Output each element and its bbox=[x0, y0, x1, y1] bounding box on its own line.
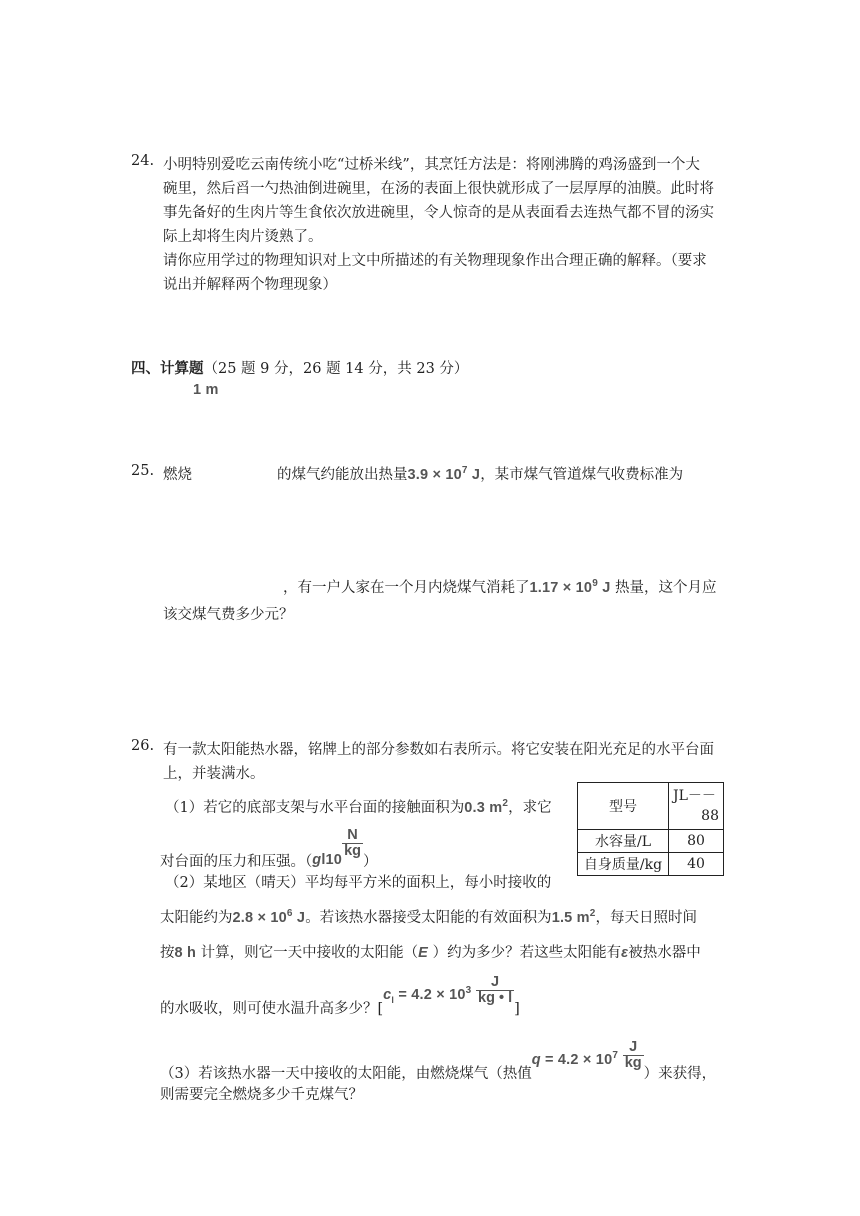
table-cell-label: 水容量/L bbox=[578, 830, 669, 853]
formula-heat-value: $3.9 \times 10^7$ J bbox=[407, 465, 481, 483]
formula-heat-consumed: $1.17 \times 10^9$ J bbox=[529, 578, 611, 596]
formula-effective-area: 1.5 $m^2$ bbox=[551, 908, 596, 926]
question-number: 24. bbox=[131, 153, 155, 169]
q24-line: 小明特别爱吃云南传统小吃“过桥米线”，其烹饪方法是：将刚沸腾的鸡汤盛到一个大 bbox=[163, 157, 700, 173]
q26-part2-line: 按8 h 计算，则它一天中接收的太阳能（E ）约为多少？若这些太阳能有ε被热水器中 bbox=[160, 945, 701, 961]
q25-text: 的煤气约能放出热量 bbox=[277, 467, 408, 483]
formula-contact-area: 0.3 $m^2$ bbox=[464, 798, 509, 816]
q25-text: 燃烧 bbox=[163, 467, 192, 483]
table-cell-value: 80 bbox=[669, 830, 724, 853]
q26-part3-line: 则需要完全燃烧多少千克煤气？ bbox=[160, 1087, 363, 1103]
q26-part1-line: 对台面的压力和压强。（gl10 $\frac{N}{kg}$ ） bbox=[160, 827, 378, 870]
formula-specific-heat: $c_l = 4.2 \times 10^3$ bbox=[383, 984, 472, 1005]
q26-part2-line: 的水吸收，则可使水温升高多少？[$c_l = 4.2 \times 10^3$ $\frac{J}{kg • l}$ ] bbox=[160, 974, 520, 1017]
formula-gravity: gl10 bbox=[312, 851, 343, 868]
q24-line: 说出并解释两个物理现象） bbox=[163, 277, 337, 293]
table-cell-value: JL－－ 88 bbox=[669, 783, 724, 830]
q26-line: 上，并装满水。 bbox=[163, 766, 265, 782]
formula-heat-value-unit: $\frac{J}{kg}$ bbox=[624, 1039, 642, 1072]
q26-part2-line: （2）某地区（晴天）平均每平方米的面积上，每小时接收的 bbox=[165, 875, 552, 891]
formula-heat-value-gas: $q = 4.2 \times 10^7$ bbox=[531, 1049, 619, 1068]
question-number: 25. bbox=[131, 463, 155, 479]
formula-gravity-unit: $\frac{N}{kg}$ bbox=[344, 827, 361, 860]
table-cell-label: 型号 bbox=[578, 783, 669, 830]
q24-line: 碗里，然后舀一勺热油倒进碗里，在汤的表面上很快就形成了一层厚厚的油膜。此时将 bbox=[163, 181, 714, 197]
formula-solar-intensity: $2.8 \times 10^6$ J bbox=[232, 908, 306, 926]
section-title: 四、计算题 bbox=[131, 360, 204, 377]
q26-part2-line: 太阳能约为$2.8 \times 10^6$ J。若该热水器接受太阳能的有效面积为1.5 $m^2$，每天日照时间 bbox=[160, 908, 698, 926]
formula-one-metre: 1 m bbox=[193, 382, 219, 398]
q25-text: ，某市煤气管道煤气收费标准为 bbox=[480, 467, 684, 483]
question-number: 26. bbox=[131, 738, 155, 754]
q26-part1-line: （1）若它的底部支架与水平台面的接触面积为0.3 $m^2$，求它 bbox=[165, 798, 552, 816]
q26-line: 有一款太阳能热水器，铭牌上的部分参数如右表所示。将它安装在阳光充足的水平台面 bbox=[163, 742, 714, 758]
formula-energy-symbol: E bbox=[418, 945, 429, 961]
q26-part3-line: （3）若该热水器一天中接收的太阳能，由燃烧煤气（热值$q = 4.2 \times 10^7$ $\frac{J}{kg}$ ）来获得， bbox=[160, 1039, 717, 1082]
table-cell-value: 40 bbox=[669, 853, 724, 876]
q25-line: 该交煤气费多少元？ bbox=[163, 607, 294, 623]
table-cell-label: 自身质量/kg bbox=[578, 853, 669, 876]
q24-line: 事先备好的生肉片等生食依次放进碗里，令人惊奇的是从表面看去连热气都不冒的汤实 bbox=[163, 205, 714, 221]
table-row bbox=[578, 783, 724, 830]
table-row bbox=[578, 853, 724, 876]
q25-line bbox=[283, 576, 717, 597]
spec-table bbox=[577, 782, 724, 876]
section-note: （25 题 9 分，26 题 14 分，共 23 分） bbox=[203, 361, 469, 377]
q24-line: 请你应用学过的物理知识对上文中所描述的有关物理现象作出合理正确的解释。（要求 bbox=[163, 253, 707, 269]
formula-specific-heat-unit: $\frac{J}{kg • l}$ bbox=[478, 974, 513, 1007]
formula-efficiency-symbol: ε bbox=[621, 945, 629, 961]
table-row bbox=[578, 830, 724, 853]
q25-text: ，有一户人家在一个月内烧煤气消耗了 bbox=[283, 580, 530, 596]
q25-line bbox=[277, 463, 683, 484]
formula-hours: 8 h bbox=[174, 945, 197, 961]
q24-line: 际上却将生肉片烫熟了。 bbox=[163, 229, 323, 245]
q25-text: 热量，这个月应 bbox=[610, 580, 717, 596]
section-heading bbox=[131, 357, 468, 378]
